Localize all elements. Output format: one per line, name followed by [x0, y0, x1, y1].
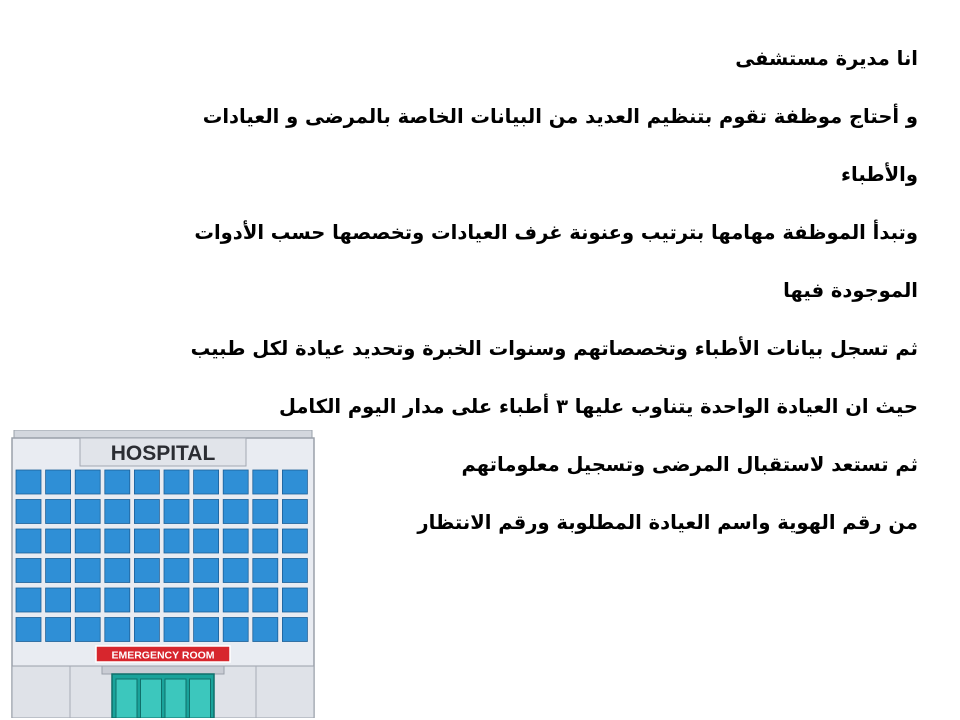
entrance-canopy [102, 666, 224, 674]
text-line-4: وتبدأ الموظفة مهامها بترتيب وعنونة غرف العيادات وتخصصها حسب الأدوات [194, 221, 918, 244]
window-pane [223, 588, 248, 612]
window-pane [134, 618, 159, 642]
window-pane [134, 529, 159, 553]
window-pane [134, 470, 159, 494]
window-pane [253, 529, 278, 553]
window-pane [253, 618, 278, 642]
window-pane [282, 618, 307, 642]
window-pane [282, 470, 307, 494]
window-pane [194, 529, 219, 553]
window-pane [223, 559, 248, 583]
window-pane [46, 559, 71, 583]
window-pane [16, 529, 41, 553]
window-pane [164, 470, 189, 494]
window-pane [223, 618, 248, 642]
window-pane [253, 559, 278, 583]
door-panel [190, 679, 211, 718]
text-line-1: انا مديرة مستشفى [735, 47, 918, 70]
window-pane [16, 559, 41, 583]
window-pane [282, 500, 307, 524]
window-pane [75, 618, 100, 642]
window-pane [75, 559, 100, 583]
window-pane [253, 500, 278, 524]
window-pane [75, 529, 100, 553]
window-pane [105, 529, 130, 553]
hospital-sign: HOSPITAL [110, 442, 216, 465]
window-pane [194, 559, 219, 583]
window-pane [46, 618, 71, 642]
window-pane [194, 470, 219, 494]
window-pane [105, 470, 130, 494]
window-pane [164, 588, 189, 612]
text-line-9: من رقم الهوية واسم العيادة المطلوبة ورقم الانتظار [417, 511, 918, 534]
window-pane [46, 588, 71, 612]
window-pane [46, 470, 71, 494]
door-panel [141, 679, 162, 718]
window-pane [75, 588, 100, 612]
window-pane [105, 559, 130, 583]
window-pane [253, 470, 278, 494]
window-pane [46, 529, 71, 553]
window-pane [164, 618, 189, 642]
text-line-3: والأطباء [841, 163, 918, 186]
window-pane [223, 470, 248, 494]
text-line-2: و أحتاج موظفة تقوم بتنظيم العديد من البيانات الخاصة بالمرضى و العيادات [202, 105, 918, 128]
window-pane [223, 529, 248, 553]
window-pane [75, 470, 100, 494]
window-pane [16, 470, 41, 494]
window-pane [282, 529, 307, 553]
emergency-sign: EMERGENCY ROOM [111, 649, 215, 662]
window-pane [164, 500, 189, 524]
window-pane [105, 588, 130, 612]
window-pane [282, 588, 307, 612]
entrance-doors [112, 674, 214, 718]
door-panel [116, 679, 137, 718]
text-line-7: حيث ان العيادة الواحدة يتناوب عليها ٣ أطباء على مدار اليوم الكامل [278, 395, 918, 418]
window-pane [105, 618, 130, 642]
window-pane [134, 500, 159, 524]
window-pane [16, 500, 41, 524]
window-pane [223, 500, 248, 524]
window-pane [134, 588, 159, 612]
window-pane [194, 500, 219, 524]
window-pane [46, 500, 71, 524]
door-panel [165, 679, 186, 718]
text-line-8: ثم تستعد لاستقبال المرضى وتسجيل معلوماتهم [461, 453, 918, 476]
window-pane [105, 500, 130, 524]
window-pane [16, 588, 41, 612]
text-line-6: ثم تسجل بيانات الأطباء وتخصصاتهم وسنوات الخبرة وتحديد عيادة لكل طبيب [190, 337, 918, 360]
window-pane [16, 618, 41, 642]
window-pane [253, 588, 278, 612]
text-line-5: الموجودة فيها [783, 279, 918, 302]
window-pane [194, 618, 219, 642]
window-pane [164, 529, 189, 553]
window-pane [194, 588, 219, 612]
window-pane [164, 559, 189, 583]
window-pane [134, 559, 159, 583]
hospital-building-illustration [10, 430, 316, 718]
window-pane [282, 559, 307, 583]
window-pane [75, 500, 100, 524]
building-roof [14, 430, 312, 438]
